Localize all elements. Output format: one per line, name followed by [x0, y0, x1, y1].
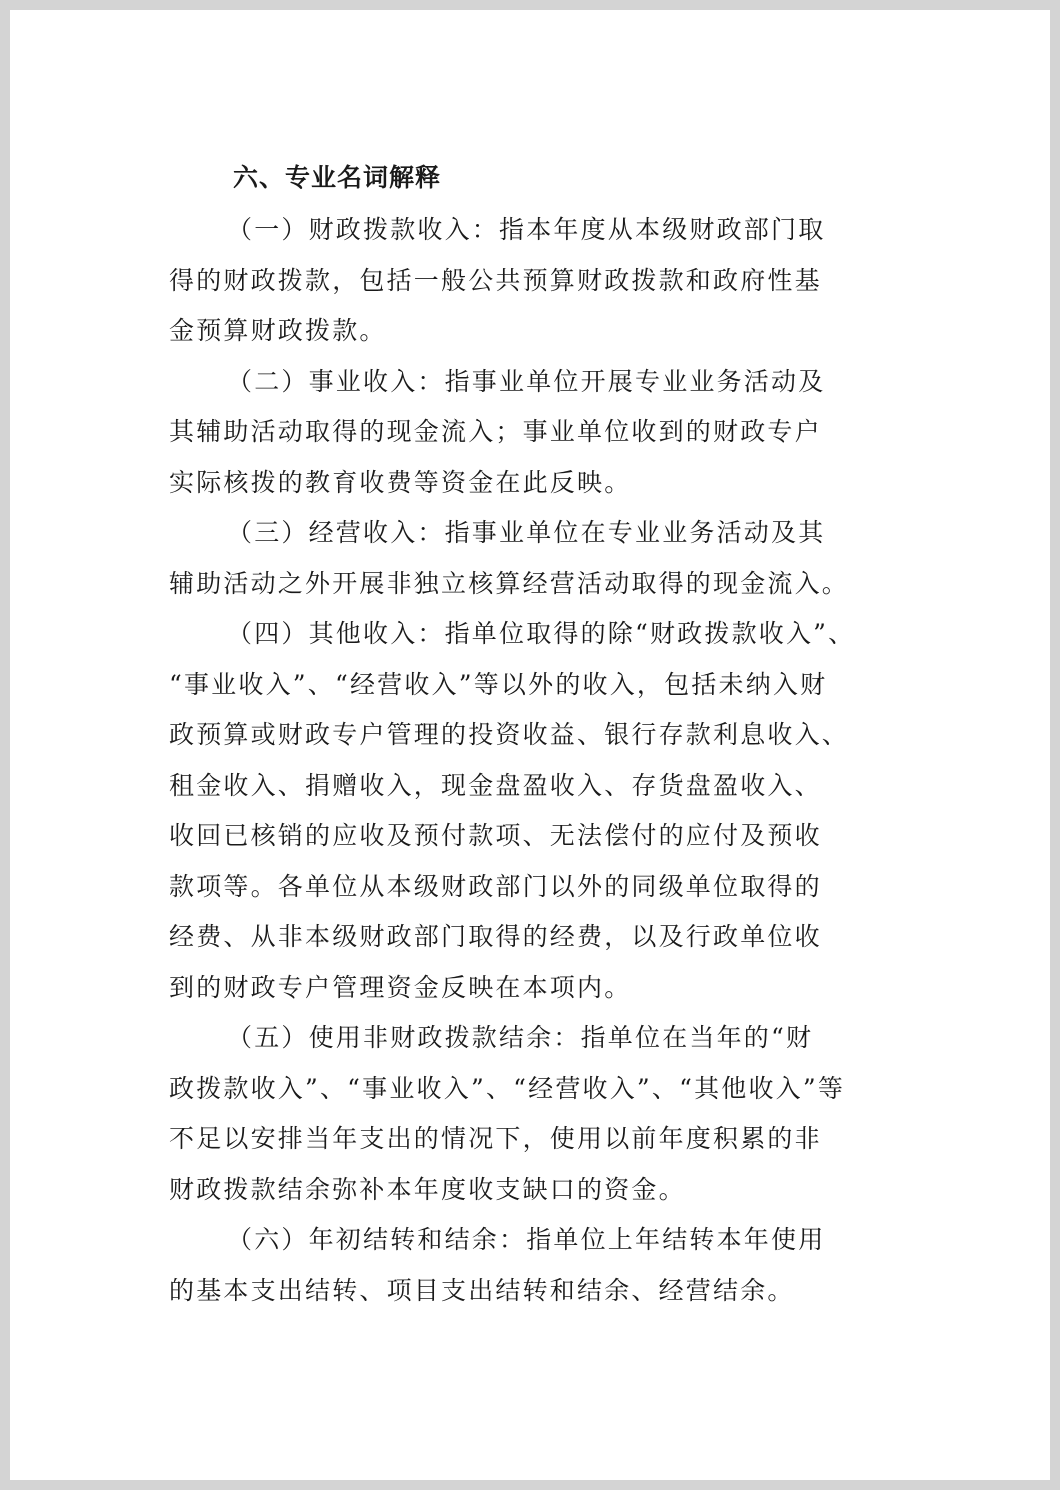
paragraph-line: 财政拨款结余弥补本年度收支缺口的资金。: [169, 1174, 686, 1204]
paragraph: [169, 508, 889, 609]
paragraph-line: （三）经营收入：指事业单位在专业业务活动及其: [227, 518, 826, 547]
paragraph-line: 的基本支出结转、项目支出结转和结余、经营结余。: [169, 1275, 795, 1305]
paragraph-line: 款项等。各单位从本级财政部门以外的同级单位取得的: [169, 871, 822, 901]
paragraph-line: （五）使用非财政拨款结余：指单位在当年的“财: [227, 1023, 814, 1052]
paragraph-line: 不足以安排当年支出的情况下，使用以前年度积累的非: [169, 1124, 822, 1153]
paragraph-line: （四）其他收入：指单位取得的除“财政拨款收入”、: [227, 619, 856, 648]
paragraph-line: 辅助活动之外开展非独立核算经营活动取得的现金流入。: [169, 568, 850, 598]
paragraph-line: （一）财政拨款收入：指本年度从本级财政部门取: [227, 215, 826, 244]
paragraph-line: 其辅助活动取得的现金流入；事业单位收到的财政专户: [169, 417, 822, 446]
paragraph: [169, 1215, 889, 1316]
paragraph-line: 得的财政拨款，包括一般公共预算财政拨款和政府性基: [169, 265, 822, 295]
paragraph-line: 到的财政专户管理资金反映在本项内。: [169, 972, 632, 1002]
paragraph-line: （二）事业收入：指事业单位开展专业业务活动及: [227, 366, 826, 396]
paragraph-line: 收回已核销的应收及预付款项、无法偿付的应付及预收: [169, 821, 822, 850]
paragraph-line: 租金收入、捐赠收入，现金盘盈收入、存货盘盈收入、: [169, 770, 822, 800]
paragraph: [169, 609, 889, 1013]
document-content: [169, 155, 889, 1316]
document-page: [10, 10, 1050, 1480]
paragraph: [169, 357, 889, 509]
section-heading: 六、专业名词解释: [233, 163, 442, 192]
paragraph-line: “事业收入”、“经营收入”等以外的收入，包括未纳入财: [169, 669, 828, 699]
paragraph-line: （六）年初结转和结余：指单位上年结转本年使用: [227, 1225, 826, 1254]
paragraph-line: 金预算财政拨款。: [169, 316, 387, 345]
paragraph-line: 政拨款收入”、“事业收入”、“经营收入”、“其他收入”等: [169, 1073, 846, 1103]
paragraph: [169, 1013, 889, 1215]
paragraph-line: 经费、从非本级财政部门取得的经费，以及行政单位收: [169, 922, 822, 951]
paragraph-line: 实际核拨的教育收费等资金在此反映。: [169, 467, 632, 497]
paragraph: [169, 205, 889, 357]
paragraph-line: 政预算或财政专户管理的投资收益、银行存款利息收入、: [169, 720, 850, 749]
